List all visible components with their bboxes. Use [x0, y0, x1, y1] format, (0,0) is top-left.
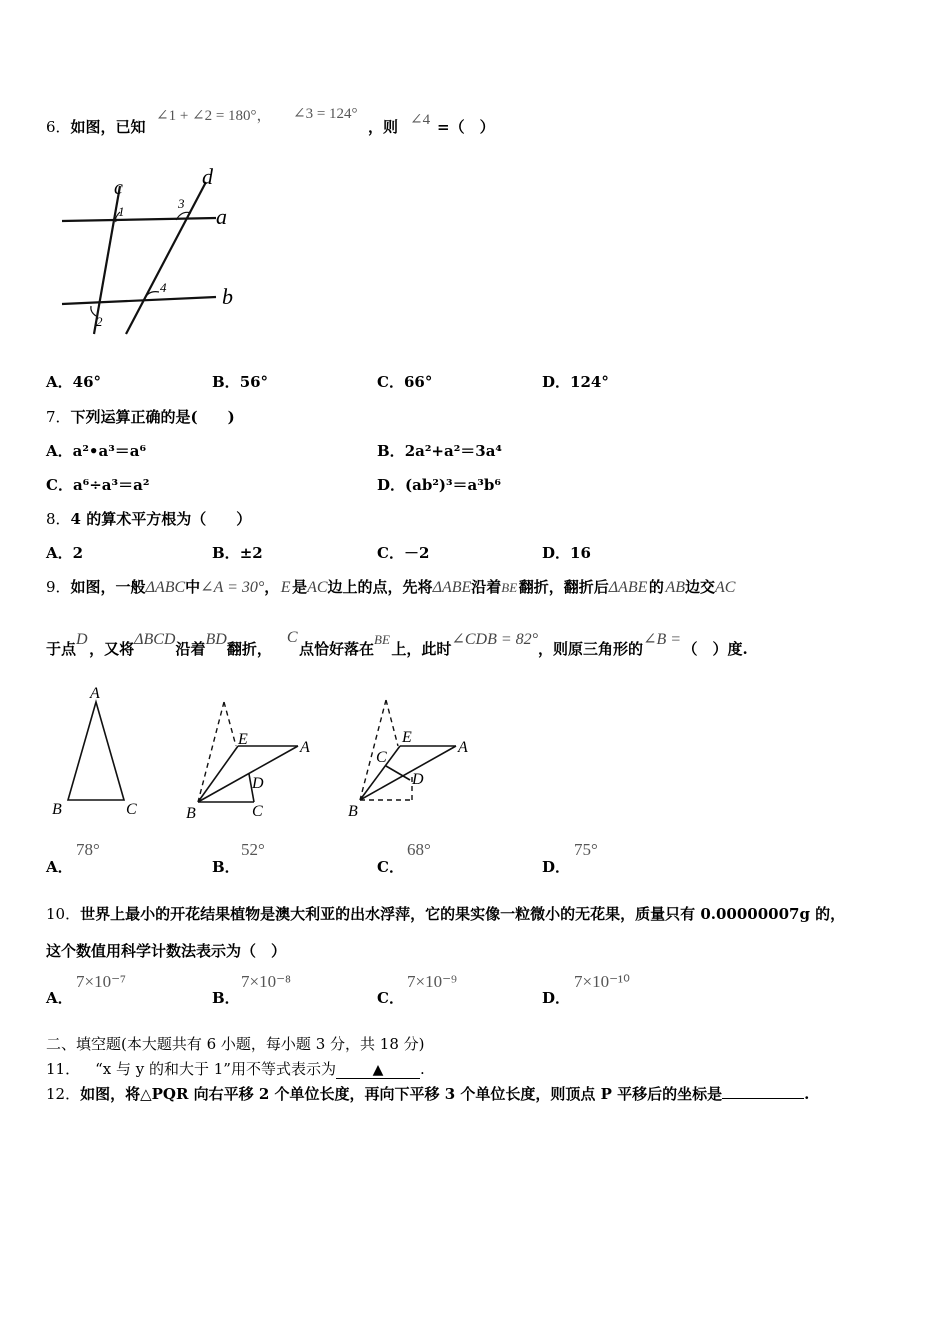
q10-option-b-value: 7×10⁻⁸: [241, 972, 291, 991]
q8-option-b[interactable]: B．±2: [212, 544, 263, 562]
label-1: 1: [118, 204, 125, 219]
q6-condition-1: ∠1 + ∠2 = 180°，: [156, 108, 272, 124]
label-c: c: [114, 177, 123, 199]
q7-option-a[interactable]: A．a²•a³＝a⁶: [46, 442, 147, 460]
q9-triangle-original: [52, 685, 137, 818]
q10-option-b[interactable]: B．: [212, 989, 240, 1007]
svg-text:A: A: [300, 739, 310, 756]
label-3: 3: [178, 196, 185, 211]
q10-option-a-value: 7×10⁻⁷: [76, 972, 126, 991]
label-b: b: [222, 284, 233, 309]
q7-option-d[interactable]: D．(ab²)³＝a³b⁶: [377, 476, 501, 494]
q6-target-angle: ∠4: [410, 112, 431, 128]
svg-text:E: E: [402, 729, 412, 746]
q9-stem-line2: 于点D ，又将ΔBCD沿着BD翻折， C 点恰好落在BE 上，此时∠CDB = 82°，则原三角形的∠B = （ ）度.: [46, 629, 748, 658]
q9-triangle-fold-2: [348, 700, 468, 820]
label-d: d: [202, 164, 213, 189]
q9-option-c[interactable]: C．: [377, 858, 404, 876]
q6-stem: 6．如图，已知: [46, 118, 146, 136]
q9-figure: [46, 684, 486, 824]
q10-option-d[interactable]: D．: [542, 989, 571, 1007]
svg-text:C: C: [126, 801, 137, 818]
q7-option-b[interactable]: B．2a²+a²＝3a⁴: [377, 442, 502, 460]
q10-option-c-value: 7×10⁻⁹: [407, 972, 457, 991]
svg-text:B: B: [52, 801, 62, 818]
q9-option-b-value: 52°: [241, 840, 265, 859]
svg-text:A: A: [90, 685, 100, 702]
q8-option-c[interactable]: C．－2: [377, 544, 430, 562]
svg-text:B: B: [186, 805, 196, 822]
q6-condition-2: ∠3 = 124°: [293, 106, 358, 122]
line-d: [126, 182, 206, 334]
svg-text:D: D: [252, 775, 264, 792]
q11-stem: 11． “x 与 y 的和大于 1”用不等式表示为 ▲ .: [46, 1060, 425, 1078]
q9-option-d[interactable]: D．: [542, 858, 571, 876]
q10-stem-line2: 这个数值用科学计数法表示为（ ）: [46, 942, 287, 960]
q9-triangle-fold-1: [186, 702, 310, 822]
line-b: [62, 297, 216, 304]
q12-answer-blank[interactable]: [722, 1084, 804, 1099]
q9-option-c-value: 68°: [407, 840, 431, 859]
svg-text:C: C: [376, 749, 387, 766]
svg-text:D: D: [412, 771, 424, 788]
blank-marker-icon: ▲: [372, 1062, 384, 1078]
q10-option-a[interactable]: A．: [46, 989, 73, 1007]
line-a: [62, 218, 216, 221]
q7-stem: 7．下列运算正确的是( ): [46, 408, 235, 426]
q9-option-a[interactable]: A．: [46, 858, 73, 876]
svg-text:C: C: [252, 803, 263, 820]
q8-option-d[interactable]: D．16: [542, 544, 591, 562]
q11-answer-blank[interactable]: [336, 1063, 420, 1079]
q10-option-d-value: 7×10⁻¹⁰: [574, 972, 630, 991]
q9-option-b[interactable]: B．: [212, 858, 240, 876]
q6-number: 6．: [46, 118, 71, 136]
q7-option-c[interactable]: C．a⁶÷a³＝a²: [46, 476, 150, 494]
svg-text:B: B: [348, 803, 358, 820]
label-4: 4: [160, 280, 167, 295]
q9-option-a-value: 78°: [76, 840, 100, 859]
q10-stem-line1: 10．世界上最小的开花结果植物是澳大利亚的出水浮萍，它的果实像一粒微小的无花果，质量只有 0.00000007g 的，: [46, 905, 846, 923]
q9-stem-line1: 9．如图，一般ΔABC中∠A = 30°， E 是AC边上的点，先将ΔABE沿着BE 翻折，翻折后ΔABE 的 AB边交AC: [46, 578, 736, 596]
q6-option-b[interactable]: B．56°: [212, 373, 269, 391]
q8-stem: 8．4 的算术平方根为（ ）: [46, 510, 252, 528]
q6-option-c[interactable]: C．66°: [377, 373, 433, 391]
q10-option-c[interactable]: C．: [377, 989, 404, 1007]
q6-option-a[interactable]: A．46°: [46, 373, 102, 391]
q12-stem: 12．如图，将△PQR 向右平移 2 个单位长度，再向下平移 3 个单位长度，则顶点 P 平移后的坐标是 .: [46, 1085, 810, 1103]
q9-option-d-value: 75°: [574, 840, 598, 859]
q8-option-a[interactable]: A．2: [46, 544, 84, 562]
q6-figure: [44, 158, 254, 343]
q6-mid-text: ，则: [368, 118, 399, 136]
svg-text:A: A: [458, 739, 468, 756]
q6-suffix: =（ ）: [437, 118, 495, 136]
label-2: 2: [96, 314, 103, 329]
line-c: [94, 186, 120, 334]
section-2-title: 二、填空题(本大题共有 6 小题，每小题 3 分，共 18 分): [46, 1035, 425, 1053]
svg-text:E: E: [238, 731, 248, 748]
q6-option-d[interactable]: D．124°: [542, 373, 609, 391]
label-a: a: [216, 204, 227, 229]
